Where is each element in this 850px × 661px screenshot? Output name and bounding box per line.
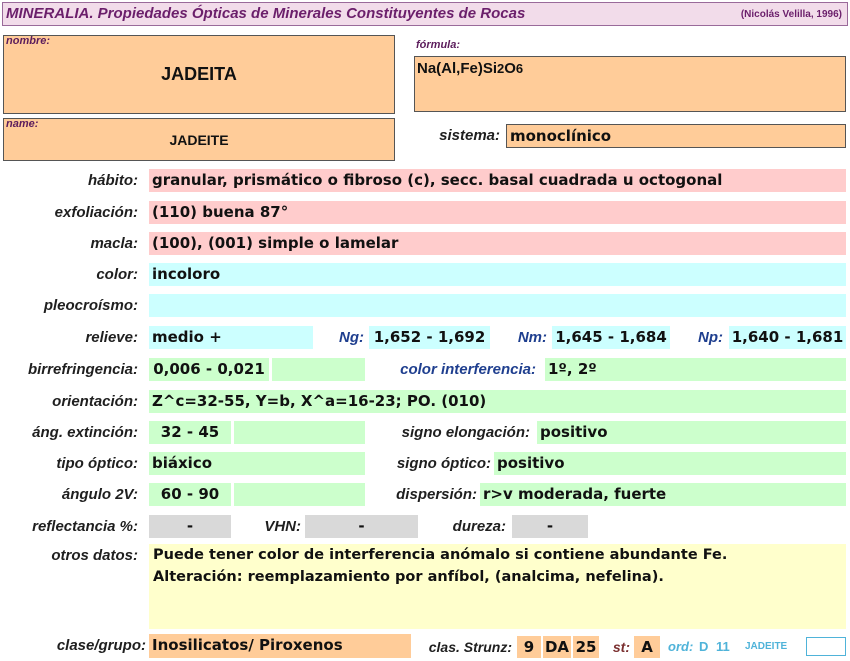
- np-value: 1,640 - 1,681: [729, 326, 846, 349]
- st-label: st:: [612, 639, 630, 655]
- ord-value-1: D: [699, 639, 709, 654]
- relieve-value: medio +: [149, 326, 313, 349]
- formula-value: Na(Al,Fe)Si2O6: [417, 60, 524, 77]
- clase-value: Inosilicatos/ Piroxenos: [149, 634, 411, 658]
- ang-extincion-label: áng. extinción:: [32, 424, 138, 441]
- name-label: name:: [6, 118, 39, 130]
- dispersion-value: r>v moderada, fuerte: [480, 483, 846, 506]
- signo-optico-value: positivo: [494, 452, 846, 475]
- macla-label: macla:: [90, 235, 138, 252]
- relieve-label: relieve:: [85, 329, 138, 346]
- author-credit: (Nicolás Velilla, 1996): [740, 9, 842, 20]
- angulo-2v-value: 60 - 90: [149, 483, 231, 506]
- st-value: A: [634, 636, 660, 658]
- orientacion-label: orientación:: [52, 393, 138, 410]
- otros-line-1: Puede tener color de interferencia anómalo si contiene abundante Fe.: [153, 547, 728, 563]
- macla-value: (100), (001) simple o lamelar: [149, 232, 846, 255]
- ng-label: Ng:: [339, 329, 364, 346]
- ang-extincion-value: 32 - 45: [149, 421, 231, 444]
- vhn-label: VHN:: [264, 518, 301, 535]
- angulo-2v-extra-box: [234, 483, 365, 506]
- ord-value-2: 11: [716, 639, 730, 654]
- color-value: incoloro: [149, 263, 846, 286]
- strunz-value-3: 25: [573, 636, 599, 658]
- pleocroismo-label: pleocroísmo:: [43, 297, 138, 314]
- dispersion-label: dispersión:: [396, 486, 477, 503]
- np-label: Np:: [698, 329, 723, 346]
- ord-label: ord:: [668, 639, 694, 654]
- birrefringencia-extra-box: [272, 358, 365, 381]
- ord-name: JADEITE: [745, 641, 788, 652]
- nm-value: 1,645 - 1,684: [552, 326, 670, 349]
- nm-label: Nm:: [517, 329, 547, 346]
- color-label: color:: [96, 266, 138, 283]
- signo-optico-label: signo óptico:: [396, 455, 491, 472]
- otros-line-2: Alteración: reemplazamiento por anfíbol, (analcima, nefelina).: [153, 569, 664, 585]
- pleocroismo-value: [149, 294, 846, 317]
- exfoliacion-value: (110) buena 87°: [149, 201, 846, 224]
- sistema-label: sistema:: [439, 127, 500, 144]
- exfoliacion-label: exfoliación:: [54, 204, 138, 221]
- nombre-value: JADEITA: [161, 64, 237, 84]
- strunz-value-2: DA: [544, 638, 570, 656]
- ord-box: [806, 637, 846, 656]
- tipo-optico-label: tipo óptico:: [56, 455, 138, 472]
- strunz-label: clas. Strunz:: [428, 639, 512, 655]
- color-interferencia-label: color interferencia:: [400, 361, 536, 378]
- color-interferencia-value: 1º, 2º: [545, 358, 846, 381]
- otros-label: otros datos:: [51, 547, 138, 564]
- reflectancia-value: -: [149, 515, 231, 538]
- clase-label: clase/grupo:: [56, 637, 146, 654]
- reflectancia-label: reflectancia %:: [32, 518, 138, 535]
- habito-label: hábito:: [88, 172, 138, 189]
- nombre-label: nombre:: [6, 35, 50, 47]
- tipo-optico-value: biáxico: [149, 452, 365, 475]
- orientacion-value: Z^c=32-55, Y=b, X^a=16-23; PO. (010): [149, 390, 846, 413]
- dureza-value: -: [512, 515, 588, 538]
- sistema-value: monoclínico: [506, 124, 846, 148]
- signo-elongacion-value: positivo: [537, 421, 846, 444]
- birrefringencia-value: 0,006 - 0,021: [149, 358, 269, 381]
- formula-label: fórmula:: [416, 39, 460, 51]
- signo-elongacion-label: signo elongación:: [401, 424, 530, 441]
- name-value: JADEITE: [169, 132, 229, 148]
- birrefringencia-label: birrefringencia:: [27, 361, 138, 378]
- strunz-value-1: 9: [517, 636, 541, 658]
- angulo-2v-label: ángulo 2V:: [61, 486, 138, 503]
- vhn-value: -: [305, 515, 418, 538]
- ng-value: 1,652 - 1,692: [369, 326, 490, 349]
- habito-value: granular, prismático o fibroso (c), secc. basal cuadrada u octogonal: [149, 169, 846, 192]
- page-title: MINERALIA. Propiedades Ópticas de Minerales Constituyentes de Rocas: [6, 5, 526, 22]
- ang-extincion-extra-box: [234, 421, 365, 444]
- dureza-label: dureza:: [452, 518, 506, 535]
